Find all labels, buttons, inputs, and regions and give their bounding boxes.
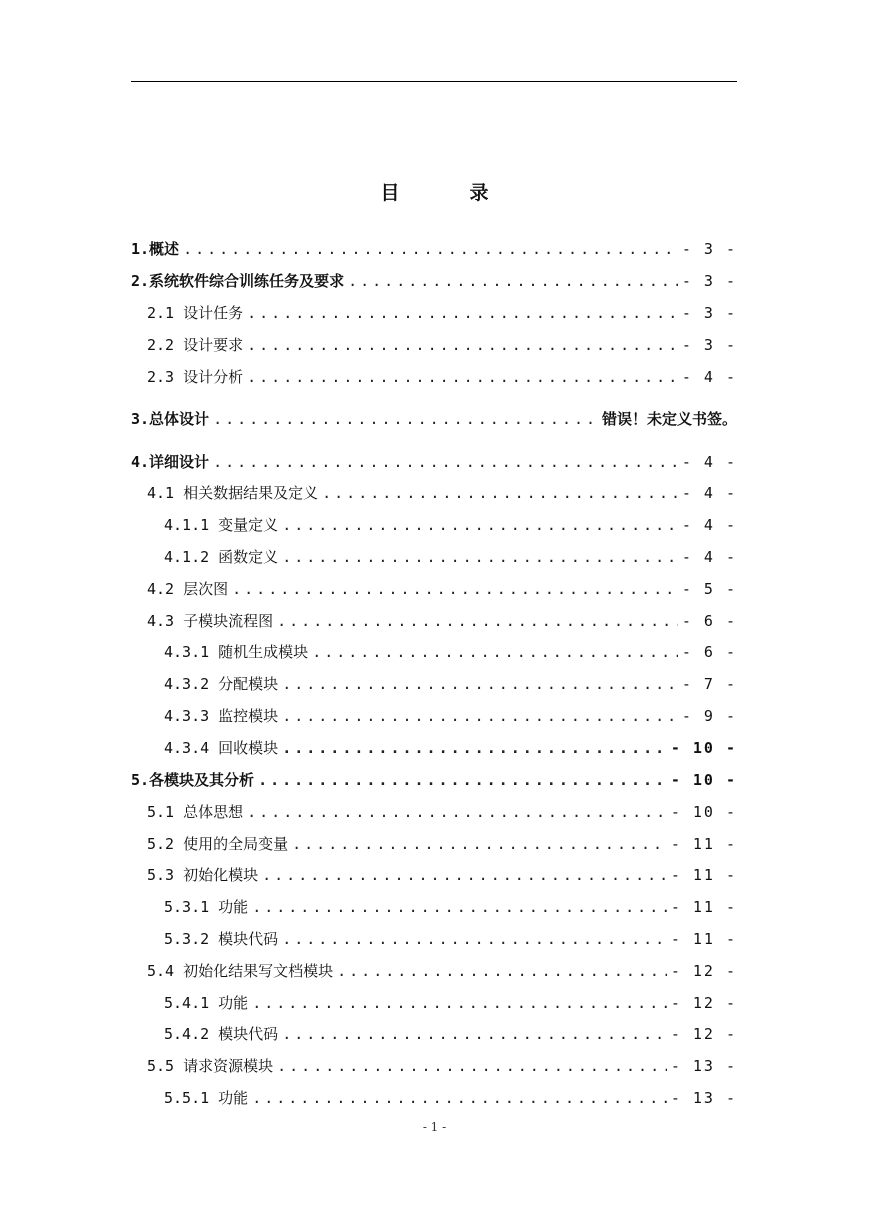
toc-entry-label: 2.1 设计任务 <box>147 304 244 322</box>
toc-entry[interactable] <box>147 610 737 632</box>
toc-entry[interactable] <box>164 737 737 759</box>
toc-entry-label: 5.3 初始化模块 <box>147 866 259 884</box>
toc-leader <box>282 1023 667 1045</box>
toc-entry-page: - 12 - <box>670 1025 737 1043</box>
toc-entry[interactable] <box>164 546 737 568</box>
toc-entry-page: - 10 - <box>670 739 737 757</box>
toc-leader <box>292 833 667 855</box>
toc-entry-page: - 6 - <box>681 612 737 630</box>
toc-entry-label: 5.3.2 模块代码 <box>164 930 279 948</box>
toc-leader <box>213 451 678 473</box>
toc-entry-label: 4.2 层次图 <box>147 580 229 598</box>
toc-leader <box>337 960 667 982</box>
toc-entry[interactable] <box>147 1055 737 1077</box>
toc-entry-label: 4.1 相关数据结果及定义 <box>147 484 319 502</box>
toc-leader <box>252 1087 667 1109</box>
toc-entry[interactable] <box>147 366 737 388</box>
toc-entry-page: - 3 - <box>681 304 737 322</box>
toc-entry-label: 4.3.3 监控模块 <box>164 707 279 725</box>
toc-entry-page: - 11 - <box>670 930 737 948</box>
toc-leader <box>282 737 667 759</box>
toc-entry-page: - 4 - <box>681 548 737 566</box>
toc-entry[interactable] <box>147 864 737 886</box>
toc-entry-page: - 10 - <box>670 803 737 821</box>
toc-entry-page: - 5 - <box>681 580 737 598</box>
toc-entry-page: - 10 - <box>670 771 737 789</box>
toc-entry-label: 4.3.1 随机生成模块 <box>164 643 309 661</box>
toc-entry[interactable] <box>164 1023 737 1045</box>
toc-entry-label: 4.3.2 分配模块 <box>164 675 279 693</box>
toc-leader <box>213 408 598 430</box>
toc-entry-page: - 11 - <box>670 898 737 916</box>
toc-entry-page: - 4 - <box>681 484 737 502</box>
toc-entry[interactable] <box>147 960 737 982</box>
toc-entry-label: 5.5 请求资源模块 <box>147 1057 274 1075</box>
toc-title-right: 录 <box>469 182 489 204</box>
toc-entry[interactable] <box>147 302 737 324</box>
toc-leader <box>247 366 678 388</box>
toc-entry-label: 5.3.1 功能 <box>164 898 249 916</box>
toc-entry[interactable] <box>164 673 737 695</box>
toc-entry-page: - 9 - <box>681 707 737 725</box>
toc-entry-page: - 6 - <box>681 643 737 661</box>
toc-entry-page: - 4 - <box>681 453 737 471</box>
toc-entry-label: 5.各模块及其分析 <box>131 771 255 789</box>
toc-leader <box>277 610 678 632</box>
toc-entry[interactable] <box>164 896 737 918</box>
toc-entry[interactable] <box>147 482 737 504</box>
toc-entry[interactable] <box>131 769 737 791</box>
toc-entry-label: 5.4.2 模块代码 <box>164 1025 279 1043</box>
toc-leader <box>282 673 678 695</box>
toc-leader <box>282 514 678 536</box>
toc-leader <box>247 801 667 823</box>
toc-entry-page: - 4 - <box>681 368 737 386</box>
toc-entry[interactable] <box>131 270 737 292</box>
toc-entry[interactable] <box>147 801 737 823</box>
toc-entry-page: - 3 - <box>681 272 737 290</box>
toc-leader <box>252 992 667 1014</box>
toc-entry-label: 3.总体设计 <box>131 410 210 428</box>
toc-entry[interactable] <box>147 833 737 855</box>
toc-entry-page: - 13 - <box>670 1057 737 1075</box>
toc-entry-label: 5.4.1 功能 <box>164 994 249 1012</box>
toc-entry[interactable] <box>131 451 737 473</box>
toc-entry-page: - 4 - <box>681 516 737 534</box>
toc-entry[interactable] <box>164 928 737 950</box>
toc-leader <box>348 270 678 292</box>
toc-entry-label: 4.3 子模块流程图 <box>147 612 274 630</box>
toc-entry-label: 2.3 设计分析 <box>147 368 244 386</box>
toc-entry[interactable] <box>131 408 737 430</box>
toc-entry-label: 2.系统软件综合训练任务及要求 <box>131 272 345 290</box>
toc-leader <box>183 238 678 260</box>
toc-entry-page: - 12 - <box>670 994 737 1012</box>
toc-leader <box>252 896 667 918</box>
toc-entry-label: 5.2 使用的全局变量 <box>147 835 289 853</box>
toc-entry-page: - 11 - <box>670 835 737 853</box>
toc-entry-label: 5.1 总体思想 <box>147 803 244 821</box>
toc-entry-page: - 3 - <box>681 240 737 258</box>
toc-entry[interactable] <box>147 334 737 356</box>
toc-leader <box>258 769 667 791</box>
toc-entry[interactable] <box>164 641 737 663</box>
toc-leader <box>262 864 667 886</box>
toc-entry-page: - 11 - <box>670 866 737 884</box>
toc-entry-page: - 3 - <box>681 336 737 354</box>
toc-leader <box>322 482 678 504</box>
toc-entry-label: 5.4 初始化结果写文档模块 <box>147 962 334 980</box>
toc-leader <box>282 928 667 950</box>
toc-entry-label: 4.1.2 函数定义 <box>164 548 279 566</box>
toc-leader <box>247 334 678 356</box>
toc-entry-page: - 13 - <box>670 1089 737 1107</box>
toc-entry[interactable] <box>164 1087 737 1109</box>
toc-leader <box>247 302 678 324</box>
toc-entry-page-error: 错误！未定义书签。 <box>601 410 737 428</box>
toc-leader <box>282 546 678 568</box>
toc-leader <box>232 578 678 600</box>
toc-entry[interactable] <box>164 705 737 727</box>
toc-leader <box>312 641 678 663</box>
toc-entry-label: 5.5.1 功能 <box>164 1089 249 1107</box>
toc-entry-label: 4.1.1 变量定义 <box>164 516 279 534</box>
toc-entry-label: 4.3.4 回收模块 <box>164 739 279 757</box>
toc-entry-label: 2.2 设计要求 <box>147 336 244 354</box>
toc-entry[interactable] <box>147 578 737 600</box>
toc-entry[interactable] <box>164 514 737 536</box>
toc-leader <box>282 705 678 727</box>
page-number: - 1 - <box>422 1120 447 1134</box>
toc-entry-label: 4.详细设计 <box>131 453 210 471</box>
toc-entry[interactable] <box>131 238 737 260</box>
toc-entry-page: - 12 - <box>670 962 737 980</box>
toc-entry-label: 1.概述 <box>131 240 180 258</box>
toc-entry-page: - 7 - <box>681 675 737 693</box>
toc-entry[interactable] <box>164 992 737 1014</box>
toc-leader <box>277 1055 667 1077</box>
toc-title-left: 目 <box>380 182 400 204</box>
